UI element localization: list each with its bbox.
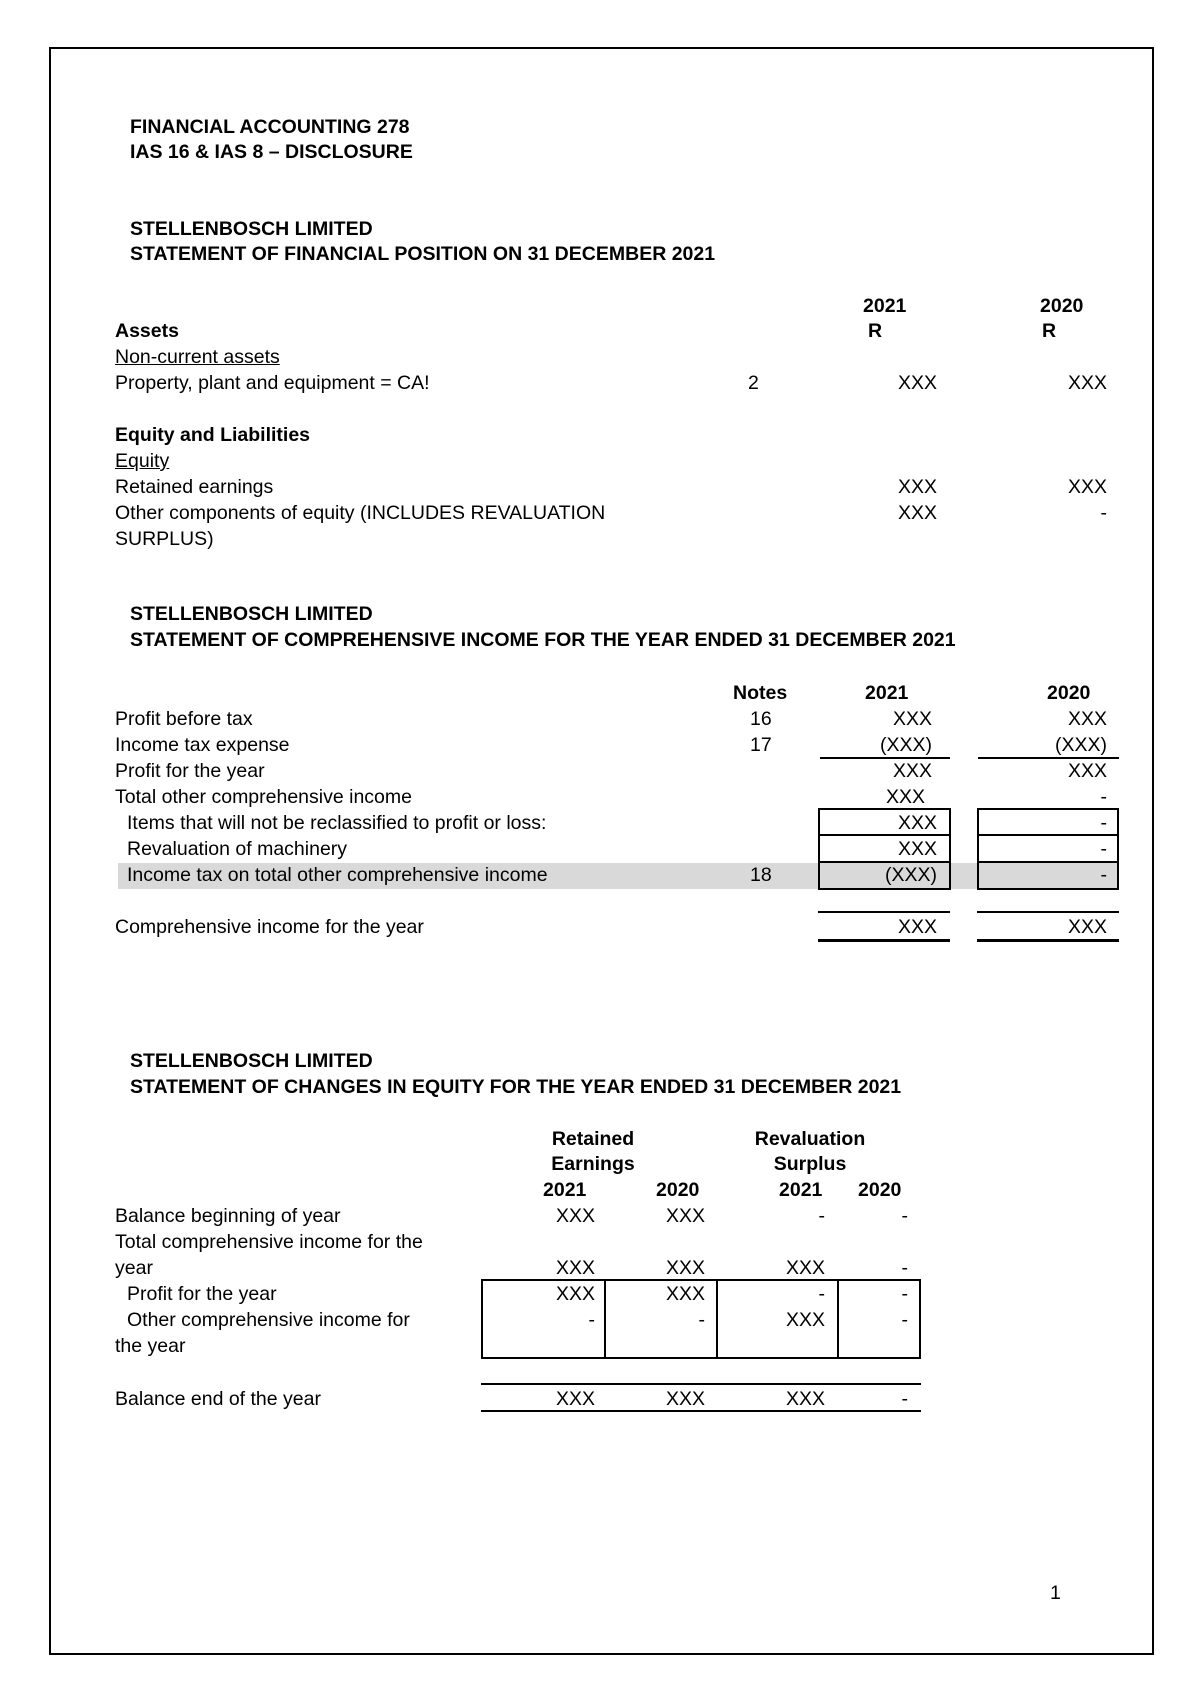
soci-company: STELLENBOSCH LIMITED	[130, 603, 373, 625]
soce-year: 2020	[656, 1179, 700, 1201]
tci-value: XXX	[555, 1257, 595, 1279]
oci-divider	[977, 834, 1119, 836]
equity-heading: Equity	[115, 450, 170, 472]
profit-label: Profit for the year	[127, 1283, 277, 1305]
oci-value: -	[588, 1309, 595, 1331]
ppe-label: Property, plant and equipment = CA!	[115, 372, 430, 394]
sofp-currency-2021: R	[868, 320, 883, 342]
subtotal-line	[820, 757, 950, 759]
soci-row-2021: XXX	[892, 760, 932, 782]
column-divider	[604, 1279, 606, 1359]
soci-row-label: Items that will not be reclassified to profit or loss:	[127, 812, 547, 834]
tci-value: -	[901, 1257, 908, 1279]
total-line-top	[977, 911, 1119, 913]
soci-title: STATEMENT OF COMPREHENSIVE INCOME FOR THE YEAR ENDED 31 DECEMBER 2021	[130, 629, 956, 651]
page-number: 1	[1050, 1582, 1061, 1604]
soci-row-note: 18	[750, 864, 772, 886]
eq-liab-heading: Equity and Liabilities	[115, 424, 311, 446]
oci-value: -	[698, 1309, 705, 1331]
profit-value: -	[818, 1283, 825, 1305]
soci-row-label: Profit before tax	[115, 708, 253, 730]
soci-row-2021: XXX	[897, 838, 937, 860]
soce-year: 2021	[543, 1179, 587, 1201]
soci-row-2020: -	[1100, 864, 1107, 886]
balance-begin-value: XXX	[665, 1205, 705, 1227]
soci-row-2021: (XXX)	[879, 734, 932, 756]
balance-begin-label: Balance beginning of year	[115, 1205, 341, 1227]
ppe-2020: XXX	[1067, 372, 1107, 394]
balance-end-value: -	[901, 1388, 908, 1410]
soci-row-label: Income tax on total other comprehensive income	[127, 864, 548, 886]
soci-row-2021: XXX	[897, 812, 937, 834]
other-components-2020: -	[1100, 502, 1107, 524]
column-divider	[716, 1279, 718, 1359]
profit-value: XXX	[555, 1283, 595, 1305]
profit-value: -	[901, 1283, 908, 1305]
col-revaluation-line1: Revaluation	[754, 1128, 866, 1150]
tci-value: XXX	[785, 1257, 825, 1279]
balance-end-label: Balance end of the year	[115, 1388, 321, 1410]
soce-year: 2020	[858, 1179, 902, 1201]
balance-end-value: XXX	[785, 1388, 825, 1410]
profit-value: XXX	[665, 1283, 705, 1305]
sofp-title: STATEMENT OF FINANCIAL POSITION ON 31 DECEMBER 2021	[130, 243, 716, 265]
total-line-top	[481, 1383, 921, 1385]
oci-divider	[977, 861, 1119, 863]
balance-begin-value: -	[818, 1205, 825, 1227]
comprehensive-income-2021: XXX	[897, 916, 937, 938]
soci-row-2020: XXX	[1067, 760, 1107, 782]
soci-row-label: Profit for the year	[115, 760, 265, 782]
soci-row-2020: -	[1100, 812, 1107, 834]
col-revaluation-line2: Surplus	[773, 1153, 847, 1175]
retained-earnings-2021: XXX	[897, 476, 937, 498]
total-double-underline	[818, 939, 950, 942]
tci-label-1: Total comprehensive income for the	[115, 1231, 423, 1253]
soce-company: STELLENBOSCH LIMITED	[130, 1050, 373, 1072]
soci-row-2020: XXX	[1067, 708, 1107, 730]
topic-title: IAS 16 & IAS 8 – DISCLOSURE	[130, 141, 413, 163]
tci-label-2: year	[115, 1257, 153, 1279]
total-line-top	[818, 911, 950, 913]
soce-year: 2021	[779, 1179, 823, 1201]
oci-value: XXX	[785, 1309, 825, 1331]
soci-row-2020: (XXX)	[1054, 734, 1107, 756]
soci-row-2020: -	[1100, 786, 1107, 808]
balance-begin-value: -	[901, 1205, 908, 1227]
tci-value: XXX	[665, 1257, 705, 1279]
ppe-2021: XXX	[897, 372, 937, 394]
nca-heading: Non-current assets	[115, 346, 280, 368]
oci-label-2: the year	[115, 1335, 186, 1357]
soci-row-label: Revaluation of machinery	[127, 838, 348, 860]
assets-heading: Assets	[115, 320, 179, 342]
sofp-currency-2020: R	[1042, 320, 1057, 342]
other-components-label-2: SURPLUS)	[115, 528, 214, 550]
comprehensive-income-2020: XXX	[1067, 916, 1107, 938]
soci-year-2020: 2020	[1047, 682, 1091, 704]
retained-earnings-2020: XXX	[1067, 476, 1107, 498]
balance-end-value: XXX	[555, 1388, 595, 1410]
soci-notes-header: Notes	[733, 682, 788, 704]
soci-row-2021: XXX	[892, 708, 932, 730]
comprehensive-income-label: Comprehensive income for the year	[115, 916, 424, 938]
oci-divider	[818, 834, 951, 836]
total-double-underline	[977, 939, 1119, 942]
balance-begin-value: XXX	[555, 1205, 595, 1227]
balance-end-underline	[481, 1410, 921, 1412]
retained-earnings-label: Retained earnings	[115, 476, 274, 498]
subtotal-line	[978, 757, 1119, 759]
soci-row-2021: XXX	[885, 786, 925, 808]
oci-value: -	[901, 1309, 908, 1331]
soci-year-2021: 2021	[865, 682, 909, 704]
other-components-label-1: Other components of equity (INCLUDES REVALUATION	[115, 502, 606, 524]
soci-row-note: 16	[750, 708, 772, 730]
col-retained-line1: Retained	[551, 1128, 635, 1150]
soci-row-2021: (XXX)	[884, 864, 937, 886]
ppe-note: 2	[748, 372, 759, 394]
soce-title: STATEMENT OF CHANGES IN EQUITY FOR THE YEAR ENDED 31 DECEMBER 2021	[130, 1076, 902, 1098]
col-retained-line2: Earnings	[551, 1153, 635, 1175]
soci-row-2020: -	[1100, 838, 1107, 860]
soci-row-note: 17	[750, 734, 772, 756]
soci-row-label: Income tax expense	[115, 734, 290, 756]
sofp-year-2020: 2020	[1040, 295, 1084, 317]
sofp-company: STELLENBOSCH LIMITED	[130, 218, 373, 240]
soci-row-label: Total other comprehensive income	[115, 786, 412, 808]
oci-divider	[818, 861, 951, 863]
balance-end-value: XXX	[665, 1388, 705, 1410]
other-components-2021: XXX	[897, 502, 937, 524]
sofp-year-2021: 2021	[863, 295, 907, 317]
oci-label-1: Other comprehensive income for	[127, 1309, 410, 1331]
course-title: FINANCIAL ACCOUNTING 278	[130, 116, 410, 138]
